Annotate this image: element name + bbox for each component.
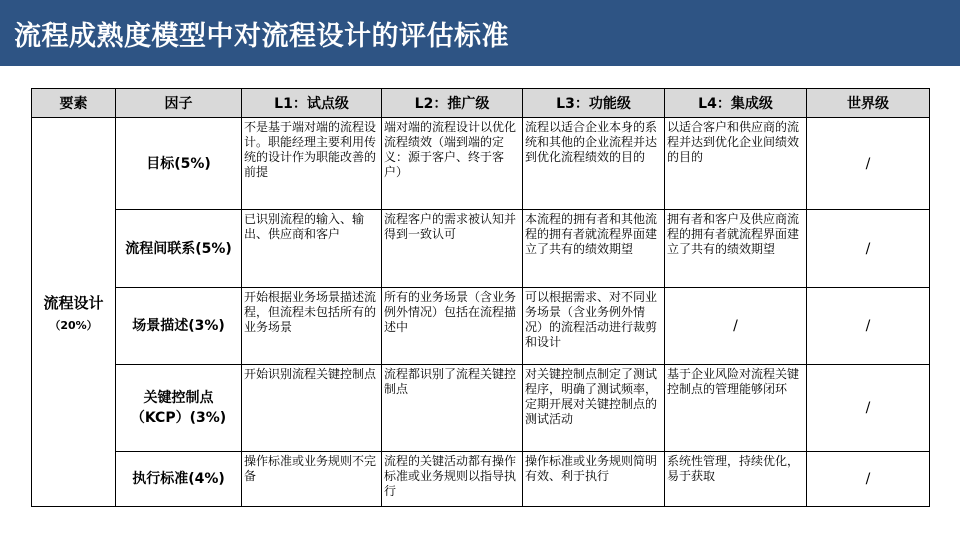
- l4-cell: 基于企业风险对流程关键控制点的管理能够闭环: [665, 365, 807, 452]
- header-l4: L4：集成级: [665, 89, 807, 118]
- factor-line: 关键控制点: [143, 390, 214, 406]
- l3-cell: 流程以适合企业本身的系统和其他的企业流程并达到优化流程绩效的目的: [523, 118, 665, 210]
- l2-cell: 端对端的流程设计以优化流程绩效（端到端的定义：源于客户、终于客户）: [382, 118, 523, 210]
- l1-cell: 操作标准或业务规则不完备: [242, 452, 382, 507]
- header-element: 要素: [32, 89, 116, 118]
- factor-cell: 执行标准(4%): [116, 452, 242, 507]
- l3-cell: 本流程的拥有者和其他流程的拥有者就流程界面建立了共有的绩效期望: [523, 210, 665, 288]
- table-row: [32, 365, 930, 452]
- factor-cell: 场景描述(3%): [116, 288, 242, 365]
- page-title: 流程成熟度模型中对流程设计的评估标准: [14, 21, 509, 52]
- table-row: [32, 288, 930, 365]
- header-factor: 因子: [116, 89, 242, 118]
- factor-cell: [116, 365, 242, 452]
- l1-cell: 开始识别流程关键控制点: [242, 365, 382, 452]
- l3-cell: 可以根据需求、对不同业务场景（含业务例外情况）的流程活动进行裁剪和设计: [523, 288, 665, 365]
- table-row: [32, 452, 930, 507]
- l2-cell: 流程都识别了流程关键控制点: [382, 365, 523, 452]
- world-cell: /: [807, 118, 930, 210]
- header-row: [32, 89, 930, 118]
- element-weight: （20%）: [49, 318, 98, 332]
- l2-cell: 流程的关键活动都有操作标准或业务规则以指导执行: [382, 452, 523, 507]
- element-cell: [32, 118, 116, 507]
- factor-line: （KCP）(3%): [130, 410, 227, 426]
- factor-cell: 流程间联系(5%): [116, 210, 242, 288]
- table-row: [32, 118, 930, 210]
- header-l1: L1：试点级: [242, 89, 382, 118]
- l1-cell: 已识别流程的输入、输出、供应商和客户: [242, 210, 382, 288]
- factor-cell: 目标(5%): [116, 118, 242, 210]
- world-cell: /: [807, 288, 930, 365]
- world-cell: /: [807, 452, 930, 507]
- l4-cell: /: [665, 288, 807, 365]
- table-row: [32, 210, 930, 288]
- world-cell: /: [807, 365, 930, 452]
- element-name: 流程设计: [43, 293, 104, 312]
- header-world: 世界级: [807, 89, 930, 118]
- l3-cell: 操作标准或业务规则简明有效、利于执行: [523, 452, 665, 507]
- l2-cell: 流程客户的需求被认知并得到一致认可: [382, 210, 523, 288]
- l3-cell: 对关键控制点制定了测试程序，明确了测试频率，定期开展对关键控制点的测试活动: [523, 365, 665, 452]
- l2-cell: 所有的业务场景（含业务例外情况）包括在流程描述中: [382, 288, 523, 365]
- world-cell: /: [807, 210, 930, 288]
- l1-cell: 不是基于端对端的流程设计。职能经理主要利用传统的设计作为职能改善的前提: [242, 118, 382, 210]
- header-l3: L3：功能级: [523, 89, 665, 118]
- l1-cell: 开始根据业务场景描述流程，但流程未包括所有的业务场景: [242, 288, 382, 365]
- assessment-table: [31, 88, 930, 507]
- l4-cell: 拥有者和客户及供应商流程的拥有者就流程界面建立了共有的绩效期望: [665, 210, 807, 288]
- title-bar: [0, 0, 960, 66]
- l4-cell: 系统性管理，持续优化，易于获取: [665, 452, 807, 507]
- header-l2: L2：推广级: [382, 89, 523, 118]
- l4-cell: 以适合客户和供应商的流程并达到优化企业间绩效的目的: [665, 118, 807, 210]
